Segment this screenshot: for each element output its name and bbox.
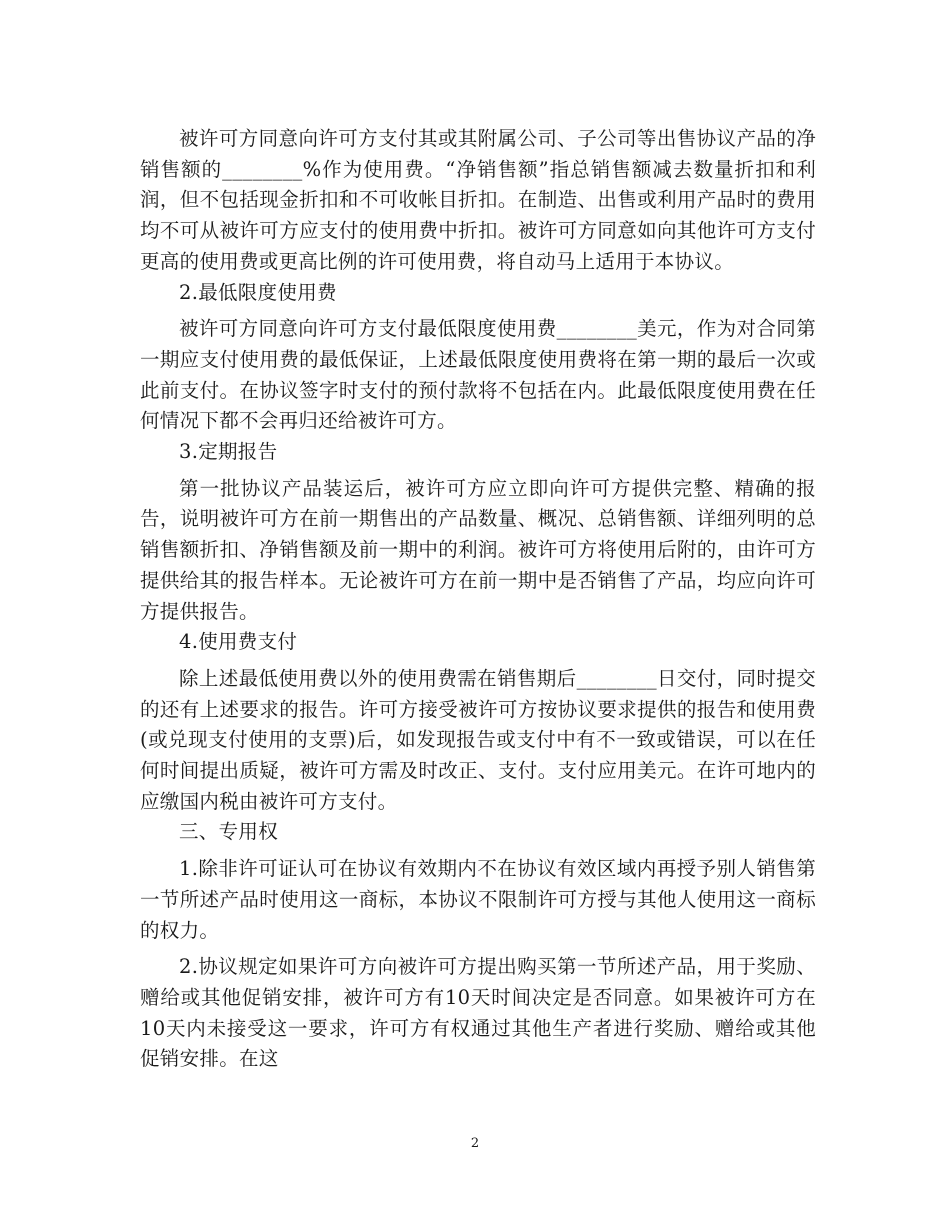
section-heading-periodic-report: 3.定期报告 [179, 440, 278, 464]
section-heading-royalty-payment: 4.使用费支付 [179, 630, 298, 654]
section-heading-minimum-royalty: 2.最低限度使用费 [179, 280, 337, 304]
paragraph-exclusive-rights-1: 1.除非许可证认可在协议有效期内不在协议有效区域内再授予别人销售第一节所述产品时使用这一商标，本协议不限制许可方授与其他人使用这一商标的权力。 [140, 857, 816, 942]
paragraph-royalty-payment: 除上述最低使用费以外的使用费需在销售期后________日交付，同时提交的还有上述要求的报告。许可方接受被许可方按协议要求提供的报告和使用费(或兑现支付使用的支票)后，如发现报告或支付中有不一致或错误，可以在任何时间提出质疑，被许可方需及时改正、支付。支付应用美元。在许可地内的应缴国内税由被许可方支付。 [140, 666, 816, 813]
paragraph-periodic-report: 第一批协议产品装运后，被许可方应立即向许可方提供完整、精确的报告，说明被许可方在前一期售出的产品数量、概况、总销售额、详细列明的总销售额折扣、净销售额及前一期中的利润。被许可方将使用后附的，由许可方提供给其的报告样本。无论被许可方在前一期中是否销售了产品，均应向许可方提供报告。 [140, 476, 816, 623]
paragraph-exclusive-rights-2: 2.协议规定如果许可方向被许可方提出购买第一节所述产品，用于奖励、赠给或其他促销安排，被许可方有10天时间决定是否同意。如果被许可方在10天内未接受这一要求，许可方有权通过其他生产者进行奖励、赠给或其他促销安排。在这 [140, 955, 816, 1071]
document-body [140, 124, 816, 1075]
paragraph-royalty-rate: 被许可方同意向许可方支付其或其附属公司、子公司等出售协议产品的净销售额的________%作为使用费。“净销售额”指总销售额减去数量折扣和利润，但不包括现金折扣和不可收帐目折扣。在制造、出售或利用产品时的费用均不可从被许可方应支付的使用费中折扣。被许可方同意如向其他许可方支付更高的使用费或更高比例的许可使用费，将自动马上适用于本协议。 [140, 127, 816, 273]
paragraph-minimum-royalty: 被许可方同意向许可方支付最低限度使用费________美元，作为对合同第一期应支付使用费的最低保证，上述最低限度使用费将在第一期的最后一次或此前支付。在协议签字时支付的预付款将不包括在内。此最低限度使用费在任何情况下都不会再归还给被许可方。 [140, 317, 816, 433]
page-number: 2 [470, 1136, 480, 1151]
section-heading-exclusive-rights: 三、专用权 [179, 820, 279, 844]
